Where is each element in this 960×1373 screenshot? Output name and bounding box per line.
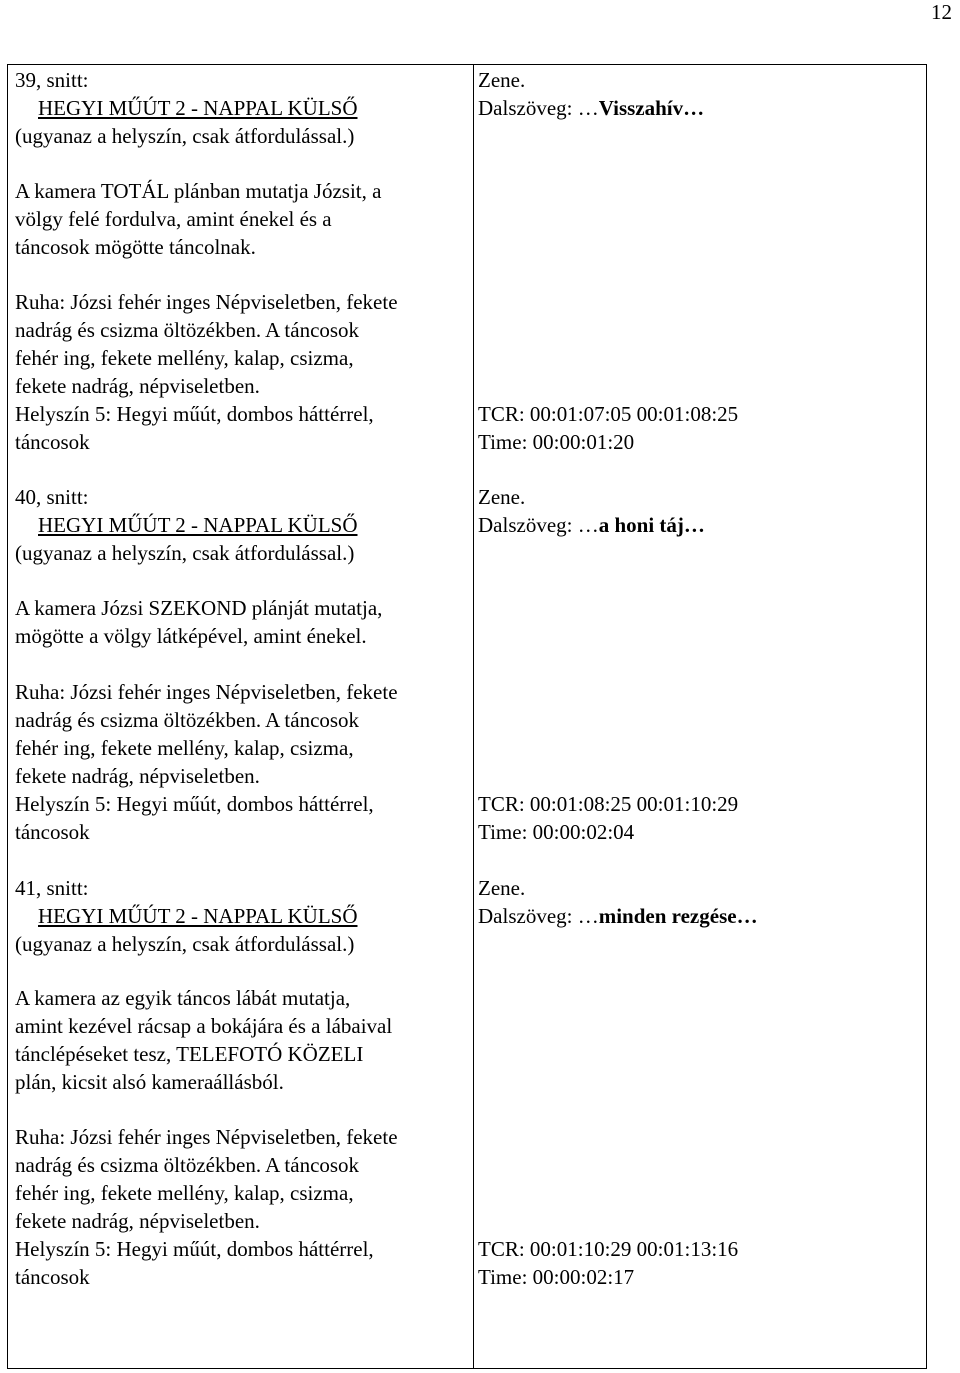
costume-line: nadrág és csizma öltözékben. A táncosok (15, 708, 360, 732)
scene-header: 41, snitt: (15, 876, 89, 900)
scene-description-line: plán, kicsit alsó kameraállásból. (15, 1070, 284, 1094)
costume-line: Ruha: Józsi fehér inges Népviseletben, fekete (15, 1125, 398, 1149)
lyrics-line (478, 903, 758, 930)
setting-line: Helyszín 5: Hegyi műút, dombos háttérrel, (15, 402, 374, 426)
scene-header: 39, snitt: (15, 68, 89, 92)
lyrics-text: minden rezgése… (598, 904, 758, 928)
scene-description-line: A kamera Józsi SZEKOND plánját mutatja, (15, 596, 383, 620)
lyrics-text: Visszahív… (598, 96, 705, 120)
costume-line: nadrág és csizma öltözékben. A táncosok (15, 1153, 360, 1177)
setting-line: táncosok (15, 820, 90, 844)
lyrics-label: Dalszöveg: … (478, 513, 599, 537)
duration: Time: 00:00:01:20 (478, 430, 635, 454)
scene-description-line: tánclépéseket tesz, TELEFOTÓ KÖZELI (15, 1042, 364, 1066)
scene-description-line: amint kezével rácsap a bokájára és a lábaival (15, 1014, 393, 1038)
setting-line: táncosok (15, 430, 90, 454)
scene-description-line: völgy felé fordulva, amint énekel és a (15, 207, 332, 231)
costume-line: fehér ing, fekete mellény, kalap, csizma, (15, 346, 354, 370)
music-label: Zene. (478, 68, 526, 92)
scene-location: HEGYI MŰÚT 2 - NAPPAL KÜLSŐ (38, 513, 358, 537)
scene-description-line: táncosok mögötte táncolnak. (15, 235, 256, 259)
duration: Time: 00:00:02:17 (478, 1265, 635, 1289)
costume-line: Ruha: Józsi fehér inges Népviseletben, fekete (15, 680, 398, 704)
scene-description-line: A kamera az egyik táncos lábát mutatja, (15, 986, 351, 1010)
script-table (7, 64, 927, 1369)
costume-line: fekete nadrág, népviseletben. (15, 1209, 260, 1233)
duration: Time: 00:00:02:04 (478, 820, 635, 844)
costume-line: nadrág és csizma öltözékben. A táncosok (15, 318, 360, 342)
costume-line: fehér ing, fekete mellény, kalap, csizma, (15, 736, 354, 760)
page-number: 12 (931, 0, 952, 24)
lyrics-label: Dalszöveg: … (478, 96, 599, 120)
costume-line: fekete nadrág, népviseletben. (15, 764, 260, 788)
setting-line: Helyszín 5: Hegyi műút, dombos háttérrel, (15, 792, 374, 816)
setting-line: Helyszín 5: Hegyi műút, dombos háttérrel, (15, 1237, 374, 1261)
column-divider (473, 65, 474, 1368)
tcr-timecode: TCR: 00:01:10:29 00:01:13:16 (478, 1237, 739, 1261)
lyrics-line (478, 95, 704, 122)
music-label: Zene. (478, 876, 526, 900)
lyrics-line (478, 512, 705, 539)
lyrics-text: a honi táj… (598, 513, 705, 537)
tcr-timecode: TCR: 00:01:07:05 00:01:08:25 (478, 402, 739, 426)
lyrics-label: Dalszöveg: … (478, 904, 599, 928)
scene-header: 40, snitt: (15, 485, 89, 509)
scene-location: HEGYI MŰÚT 2 - NAPPAL KÜLSŐ (38, 96, 358, 120)
scene-description-line: A kamera TOTÁL plánban mutatja Józsit, a (15, 179, 382, 203)
scene-description-line: mögötte a völgy látképével, amint énekel. (15, 624, 367, 648)
tcr-timecode: TCR: 00:01:08:25 00:01:10:29 (478, 792, 739, 816)
music-label: Zene. (478, 485, 526, 509)
costume-line: Ruha: Józsi fehér inges Népviseletben, fekete (15, 290, 398, 314)
costume-line: fekete nadrág, népviseletben. (15, 374, 260, 398)
scene-note: (ugyanaz a helyszín, csak átfordulással.) (15, 124, 355, 148)
scene-note: (ugyanaz a helyszín, csak átfordulással.) (15, 932, 355, 956)
scene-location: HEGYI MŰÚT 2 - NAPPAL KÜLSŐ (38, 904, 358, 928)
setting-line: táncosok (15, 1265, 90, 1289)
costume-line: fehér ing, fekete mellény, kalap, csizma, (15, 1181, 354, 1205)
scene-note: (ugyanaz a helyszín, csak átfordulással.) (15, 541, 355, 565)
